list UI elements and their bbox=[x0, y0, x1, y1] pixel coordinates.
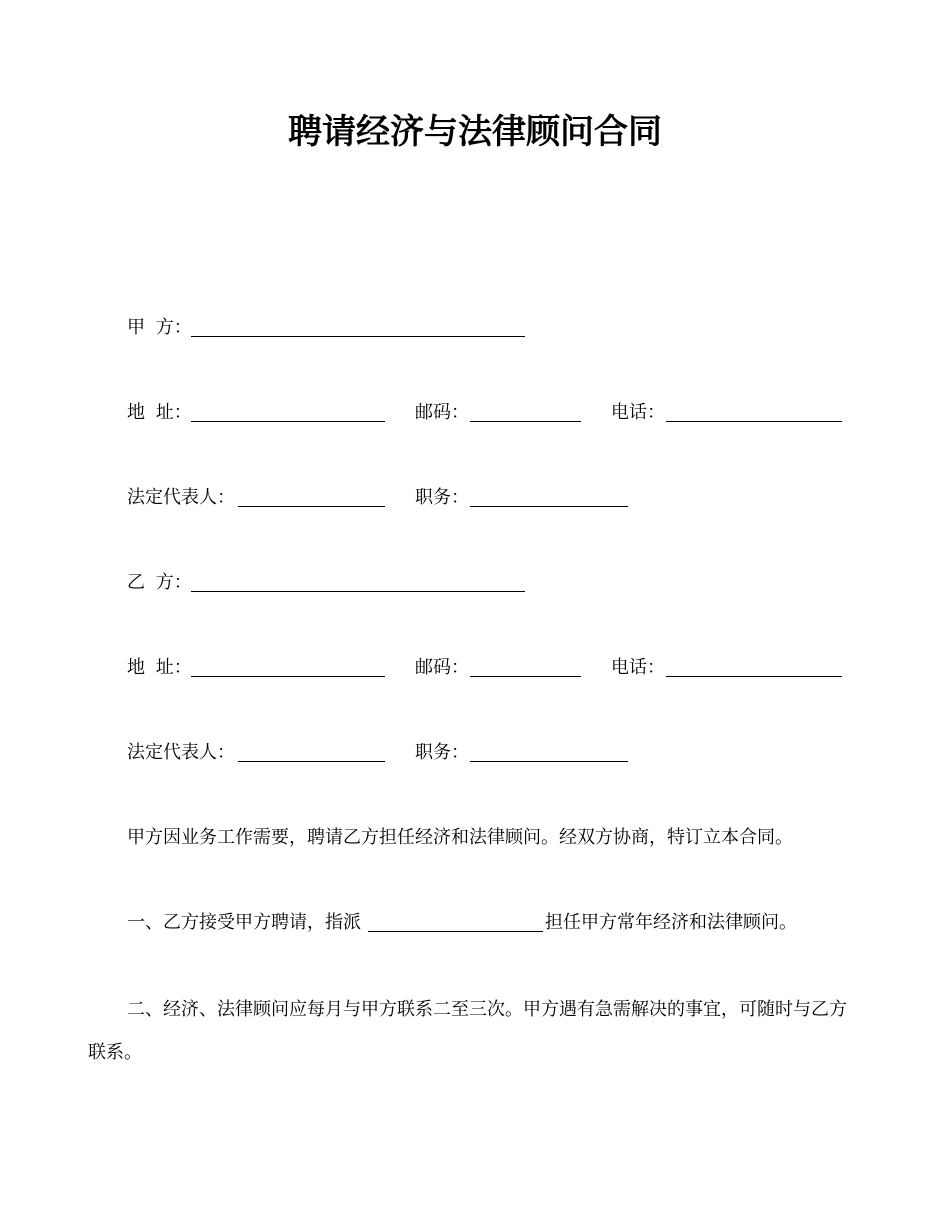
clause-1-text-before: 一、乙方接受甲方聘请，指派 bbox=[127, 912, 361, 933]
party-b-phone-blank bbox=[666, 676, 842, 677]
party-a-position-blank bbox=[470, 506, 628, 507]
party-a-representative-label: 法定代表人： bbox=[127, 487, 235, 508]
party-b-address-blank bbox=[191, 676, 385, 677]
contract-title: 聘请经济与法律顾问合同 bbox=[288, 112, 662, 152]
party-b-postcode-blank bbox=[470, 676, 581, 677]
party-a-phone-blank bbox=[666, 421, 842, 422]
party-a-representative-blank bbox=[238, 506, 385, 507]
clause-1-text-after: 担任甲方常年经济和法律顾问。 bbox=[545, 912, 797, 933]
clause-2: 二、经济、法律顾问应每月与甲方联系二至三次。甲方遇有急需解决的事宜，可随时与乙方联系。 bbox=[88, 999, 847, 1063]
party-a-address-blank bbox=[191, 421, 385, 422]
party-a-phone-label: 电话： bbox=[611, 402, 665, 423]
party-b-position-label: 职务： bbox=[415, 742, 469, 763]
clause-1-advisor-blank bbox=[368, 931, 543, 932]
party-b-phone-label: 电话： bbox=[611, 657, 665, 678]
party-a-postcode-blank bbox=[470, 421, 581, 422]
party-a-postcode-label: 邮码： bbox=[415, 402, 469, 423]
party-b-representative-label: 法定代表人： bbox=[127, 742, 235, 763]
party-b-representative-blank bbox=[238, 761, 385, 762]
party-a-name-blank bbox=[191, 336, 525, 337]
party-a-position-label: 职务： bbox=[415, 487, 469, 508]
party-a-address-label: 地 址： bbox=[127, 402, 192, 423]
party-b-address-label: 地 址： bbox=[127, 657, 192, 678]
party-b-name-blank bbox=[191, 591, 525, 592]
party-b-position-blank bbox=[470, 761, 628, 762]
party-a-name-label: 甲 方： bbox=[127, 317, 192, 338]
preamble-paragraph: 甲方因业务工作需要，聘请乙方担任经济和法律顾问。经双方协商，特订立本合同。 bbox=[127, 827, 793, 848]
party-b-name-label: 乙 方： bbox=[127, 572, 192, 593]
party-b-postcode-label: 邮码： bbox=[415, 657, 469, 678]
